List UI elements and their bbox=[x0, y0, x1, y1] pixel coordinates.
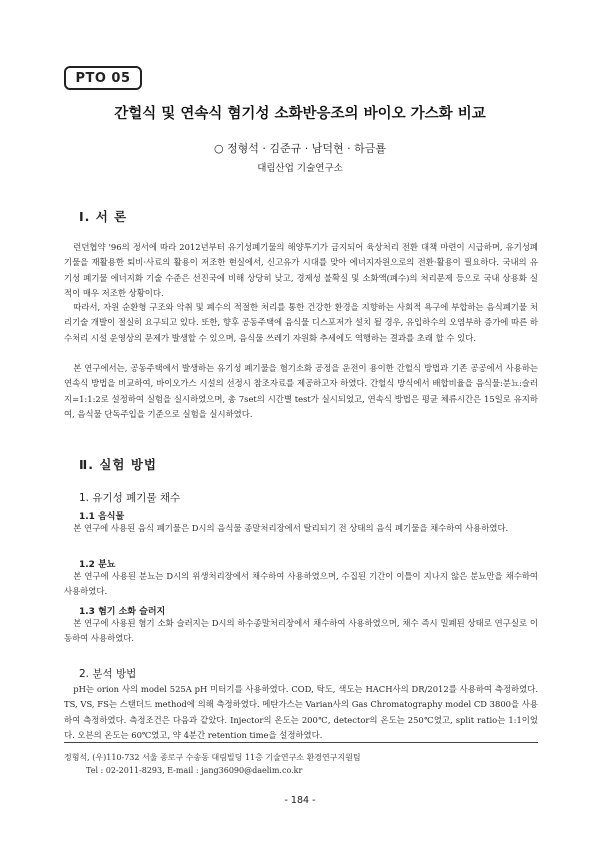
author-list: ○ 정형석 · 김준규 · 남덕현 · 하금룔 bbox=[213, 142, 387, 155]
footer-contact: Tel : 02-2011-8293, E-mail : jang36090@daelim.co.kr bbox=[86, 766, 303, 775]
page-number: - 184 - bbox=[284, 795, 316, 806]
paper-title: 간헐식 및 연속식 혐기성 소화반응조의 바이오 가스화 비교 bbox=[114, 106, 486, 122]
analysis-paragraph: pH는 orion 사의 model 525A pH 미터기를 사용하였다. COD, 탁도, 색도는 HACH사의 DR/2012를 사용하여 측정하였다. TS, VS, FS는 스탠더드 method에 의해 측정하였다. 메탄가스는 Varian사의 Gas Chromatography model CD 3800을 사용하여 측정하였다. 측정조건은 다음과 같았다. Injector의 온도는 200℃, detector의 온도는 250℃였고, split ratio는 1:1이었다. 오븐의 온도는 60℃였고, 약 4분간 retention time을 설정하였다. bbox=[64, 684, 538, 740]
intro-paragraph-2: 따라서, 자원 순환형 구조와 악취 및 폐수의 적절한 처리를 통한 건강한 환경을 지향하는 사회적 욕구에 부합하는 음식폐기물 처리기술 개발이 절실히 요구되고 있다. 또한, 향후 공동주택에 음식물 디스포저가 설치 될 경우, 유입하수의 오염부하 증가에 따른 하수처리 시설 운영상의 문제가 발생할 수 있으며, 음식물 쓰레기 자원화 추세에도 역행하는 결과를 초래 할 수 있다. bbox=[64, 302, 538, 343]
paper-id-badge: PTO 05 bbox=[64, 66, 142, 90]
food-waste-paragraph: 본 연구에 사용된 음식 폐기물은 D시의 음식물 종말처리장에서 탈리되기 전 상태의 음식 폐기물을 채수하여 사용하였다. bbox=[73, 523, 509, 533]
subsection-heading-waste-sampling: 1. 유기성 폐기물 채수 bbox=[79, 492, 181, 504]
subsubsection-heading-manure: 1.2 분뇨 bbox=[79, 560, 116, 570]
footer-address: 정형석, (우)110-732 서울 종로구 수송동 대림빌딩 11층 기술연구소 환경연구지원팀 bbox=[64, 753, 361, 762]
subsubsection-heading-sludge: 1.3 혐기 소화 슬러지 bbox=[79, 607, 166, 617]
footer-divider bbox=[64, 742, 538, 743]
manure-paragraph: 본 연구에 사용된 분뇨는 D시의 위생처리장에서 채수하여 사용하였으며, 수집된 기간이 이틀이 지나지 않은 분뇨만을 채수하여 사용하였다. bbox=[64, 571, 538, 597]
subsection-heading-analysis: 2. 분석 방법 bbox=[79, 668, 137, 680]
affiliation: 대림산업 기술연구소 bbox=[257, 163, 343, 174]
section-heading-methods: Ⅱ. 실험 방법 bbox=[79, 457, 157, 472]
intro-paragraph-3: 본 연구에서는, 공동주택에서 발생하는 유기성 폐기물을 혐기소화 공정을 운전이 용이한 간헐식 방법과 기존 공공에서 사용하는 연속식 방법을 비교하여, 바이오가스 시설의 선정시 참조자료를 제공하고자 하였다. 간헐식 방식에서 배합비율을 음식물:분뇨:슬러지=1:1:2로 설정하여 실험을 실시하였으며, 총 7set의 시간별 test가 실시되었고, 연속식 방법은 평균 체류시간은 15일로 유지하여, 음식물 단독주입을 기준으로 실험을 실시하였다. bbox=[64, 363, 538, 419]
subsubsection-heading-food: 1.1 음식물 bbox=[79, 512, 125, 522]
section-heading-introduction: Ⅰ. 서 론 bbox=[79, 209, 128, 224]
sludge-paragraph: 본 연구에 사용된 혐기 소화 슬러지는 D시의 하수종말처리장에서 채수하여 사용하였으며, 채수 즉시 밀폐된 상태로 연구실로 이동하여 사용하였다. bbox=[64, 618, 538, 644]
intro-paragraph-1: 런던협약 '96의 정서에 따라 2012년부터 유기성폐기물의 해양투기가 금지되어 육상처리 전환 대책 마련이 시급하며, 유기성폐기물을 재활용한 퇴비·사료의 활용이 저조한 현실에서, 신고유가 시대를 맞아 에너지자원으로의 전환·활용이 필요하다. 국내의 유기성 폐기물 에너지화 기술 수준은 선진국에 비해 상당히 낮고, 경제성 불확실 및 소화액(폐수)의 처리문제 등으로 국내 상용화 실적이 매우 저조한 상황이다. bbox=[64, 242, 538, 298]
